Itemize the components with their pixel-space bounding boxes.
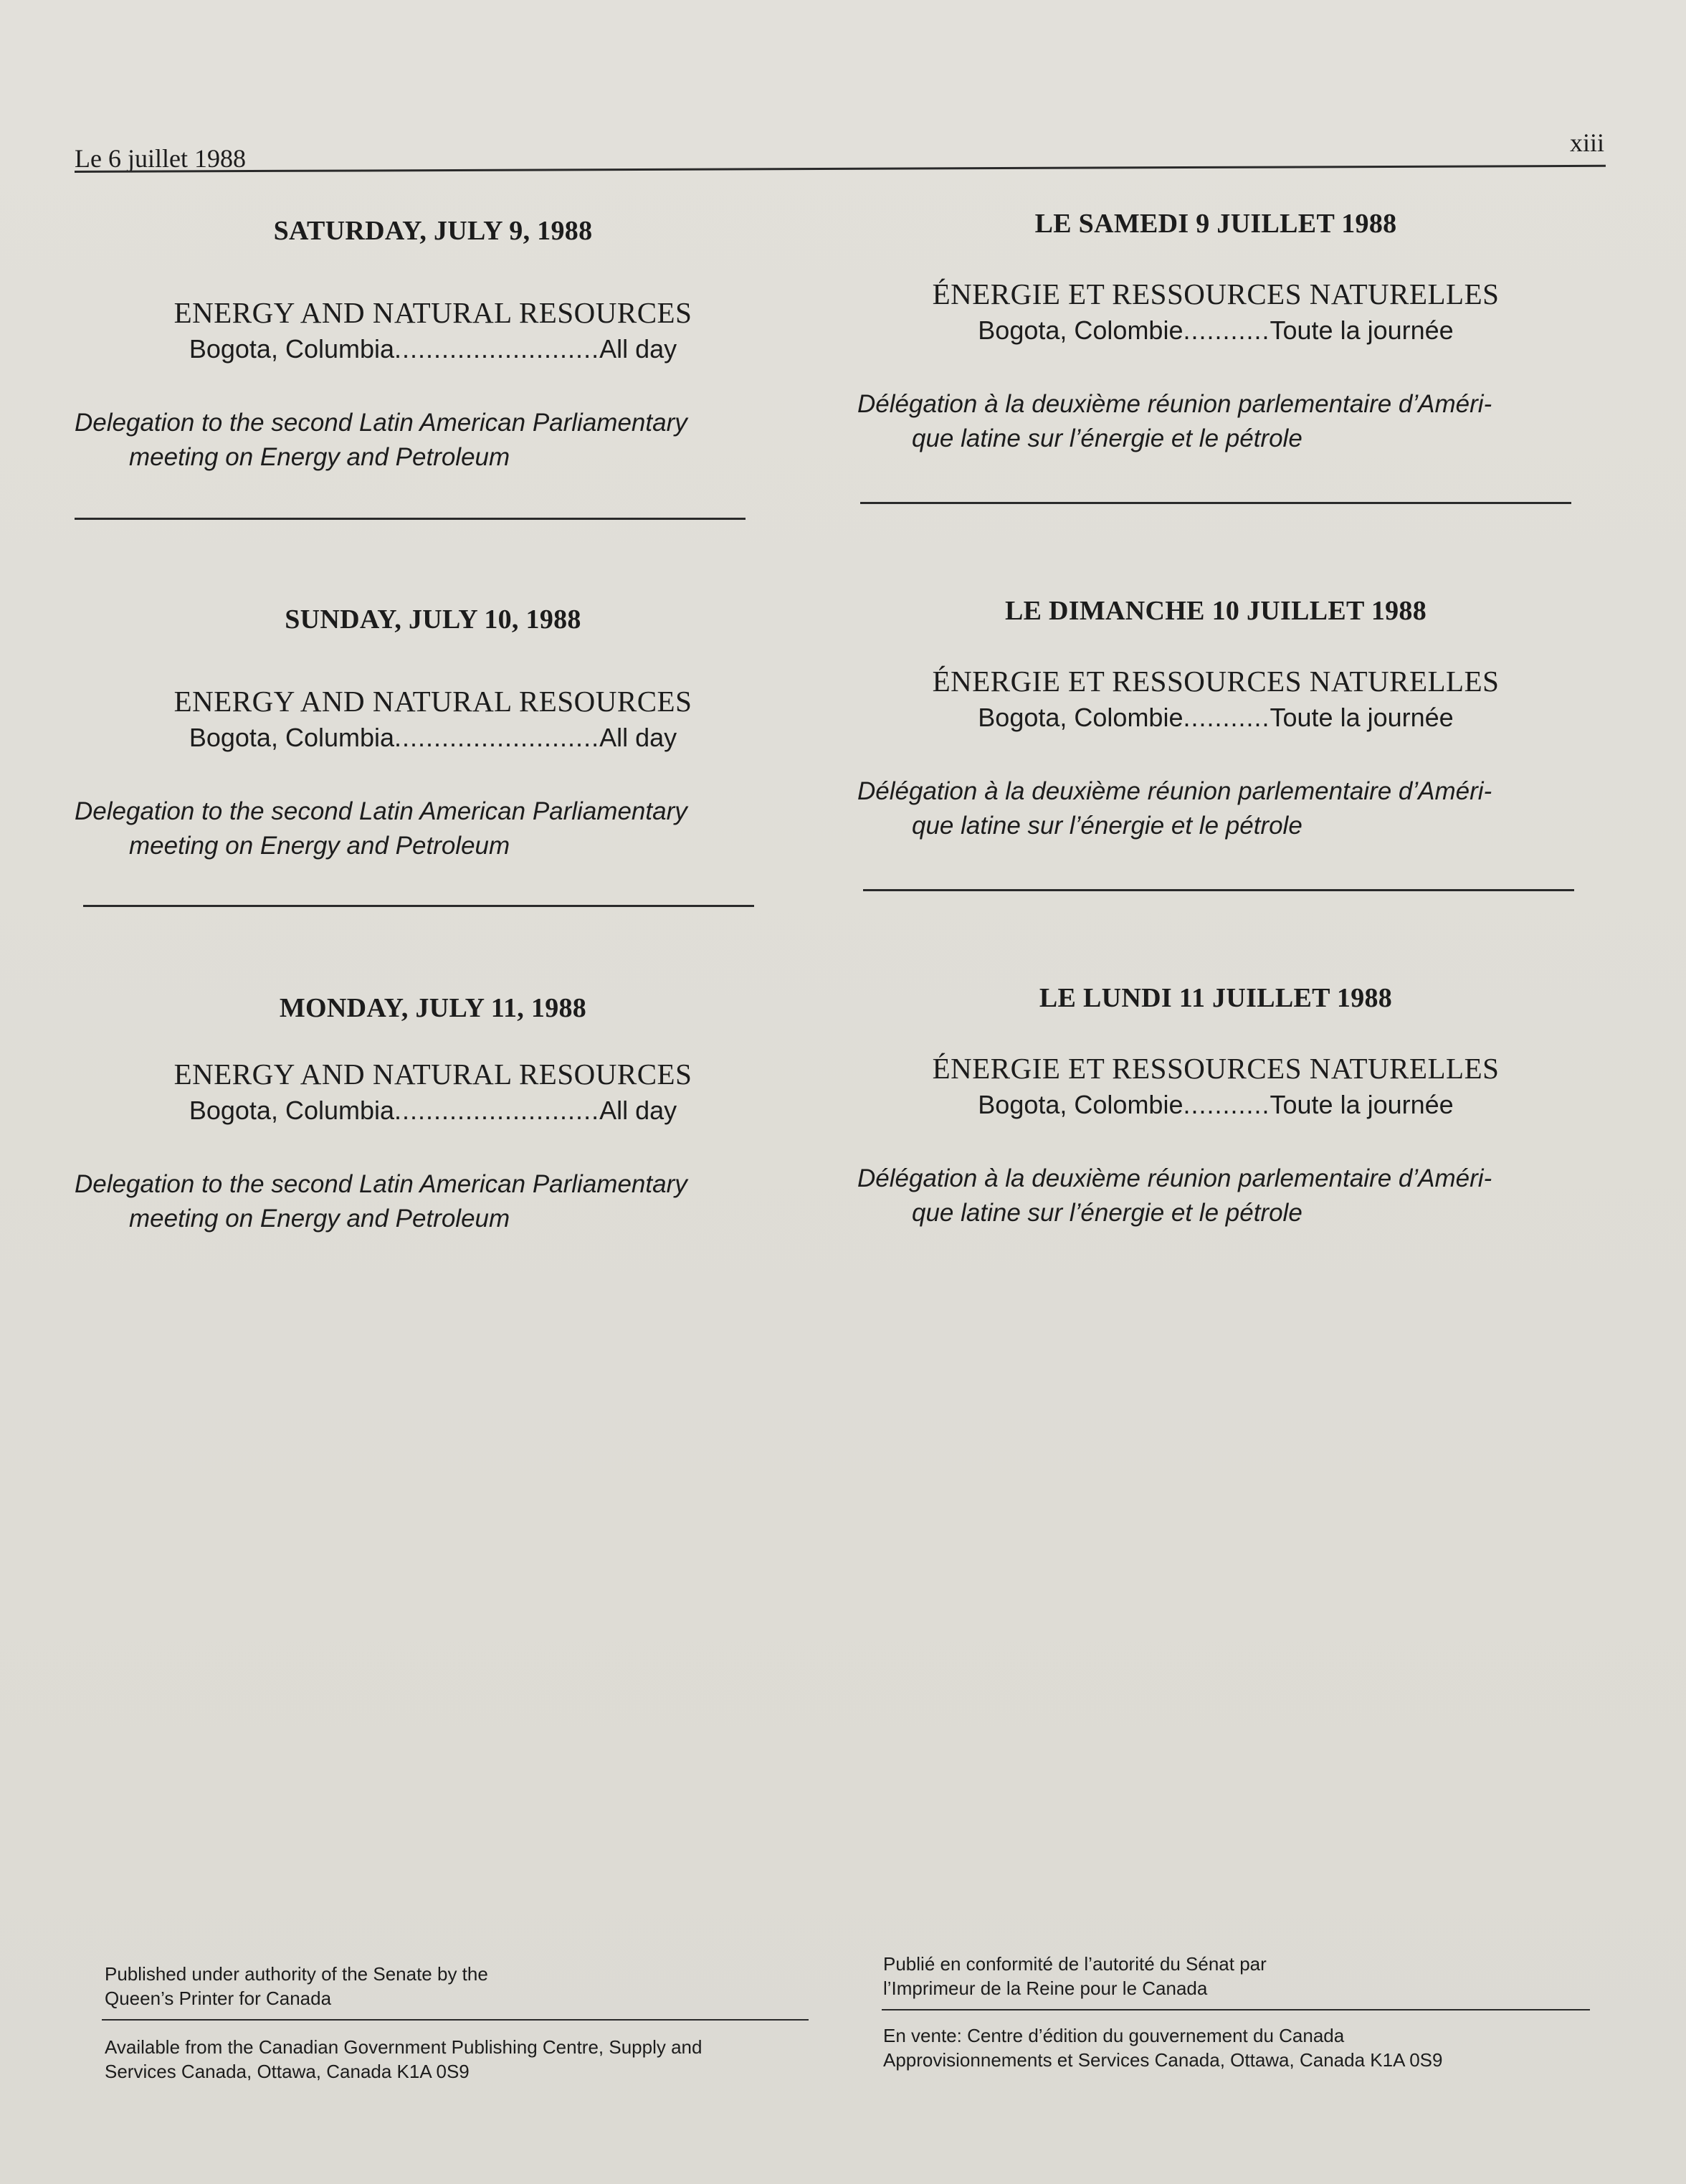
description-line-1: Délégation à la deuxième réunion parlementaire d’Améri- bbox=[857, 390, 1492, 418]
english-availability-note bbox=[105, 2035, 702, 2084]
description-line-2: meeting on Energy and Petroleum bbox=[129, 443, 510, 471]
section-divider bbox=[860, 502, 1571, 504]
entry-date: SUNDAY, JULY 10, 1988 bbox=[285, 604, 581, 635]
committee-name: ENERGY AND NATURAL RESOURCES bbox=[173, 1058, 692, 1091]
time-text: Toute la journée bbox=[1270, 703, 1454, 732]
entry-date: LE DIMANCHE 10 JUILLET 1988 bbox=[1004, 596, 1427, 626]
committee-name: ENERGY AND NATURAL RESOURCES bbox=[173, 685, 692, 718]
time-text: All day bbox=[599, 334, 677, 364]
schedule-entry-lundi bbox=[857, 982, 1574, 1230]
time-text: Toute la journée bbox=[1270, 315, 1454, 345]
description-line-2: que latine sur l’énergie et le pétrole bbox=[912, 1199, 1302, 1227]
location-line bbox=[75, 1096, 791, 1126]
leader-dots: ........... bbox=[1183, 1090, 1270, 1119]
committee-name: ÉNERGIE ET RESSOURCES NATURELLES bbox=[932, 665, 1500, 698]
schedule-entry-saturday bbox=[75, 215, 791, 475]
time-text: Toute la journée bbox=[1270, 1090, 1454, 1119]
entry-description bbox=[857, 1162, 1574, 1230]
committee-name: ÉNERGIE ET RESSOURCES NATURELLES bbox=[932, 277, 1500, 310]
english-publication-note bbox=[105, 1962, 488, 2010]
description-line-2: que latine sur l’énergie et le pétrole bbox=[912, 812, 1302, 840]
leader-dots: ........... bbox=[1183, 315, 1270, 345]
leader-dots: .......................... bbox=[394, 334, 600, 364]
entry-date: MONDAY, JULY 11, 1988 bbox=[279, 993, 587, 1023]
french-availability-note bbox=[883, 2023, 1442, 2072]
footer-line: Available from the Canadian Government Publishing Centre, Supply and bbox=[105, 2036, 702, 2058]
entry-description bbox=[857, 387, 1574, 456]
time-text: All day bbox=[599, 723, 677, 752]
description-line-1: Delegation to the second Latin American Parliamentary bbox=[75, 409, 687, 437]
leader-dots: .......................... bbox=[394, 723, 600, 752]
description-line-2: meeting on Energy and Petroleum bbox=[129, 1205, 510, 1233]
section-divider bbox=[83, 905, 754, 907]
committee-name: ENERGY AND NATURAL RESOURCES bbox=[173, 296, 692, 329]
section-divider bbox=[75, 518, 746, 520]
description-line-1: Délégation à la deuxième réunion parlementaire d’Améri- bbox=[857, 1164, 1492, 1192]
footer-line: Services Canada, Ottawa, Canada K1A 0S9 bbox=[105, 2061, 470, 2082]
footer-line: En vente: Centre d’édition du gouvernement du Canada bbox=[883, 2025, 1345, 2046]
location-line bbox=[75, 334, 791, 364]
time-text: All day bbox=[599, 1096, 677, 1125]
location-text: Bogota, Columbia bbox=[189, 723, 395, 752]
footer-divider bbox=[102, 2019, 809, 2021]
schedule-entry-samedi bbox=[857, 208, 1574, 456]
section-divider bbox=[863, 889, 1574, 891]
header-divider bbox=[75, 165, 1606, 173]
page-header-date: Le 6 juillet 1988 bbox=[75, 144, 246, 173]
footer-line: Queen’s Printer for Canada bbox=[105, 1988, 332, 2009]
location-text: Bogota, Colombie bbox=[978, 703, 1183, 732]
location-text: Bogota, Colombie bbox=[978, 315, 1183, 345]
french-publication-note bbox=[883, 1952, 1267, 2000]
location-text: Bogota, Columbia bbox=[189, 334, 395, 364]
footer-line: Approvisionnements et Services Canada, Ottawa, Canada K1A 0S9 bbox=[883, 2049, 1443, 2071]
schedule-entry-dimanche bbox=[857, 595, 1574, 843]
footer-line: Published under authority of the Senate by the bbox=[105, 1963, 488, 1985]
description-line-2: que latine sur l’énergie et le pétrole bbox=[912, 424, 1302, 452]
location-line bbox=[857, 315, 1574, 346]
description-line-1: Delegation to the second Latin American Parliamentary bbox=[75, 797, 687, 825]
entry-date: LE LUNDI 11 JUILLET 1988 bbox=[1039, 983, 1393, 1013]
entry-date: LE SAMEDI 9 JUILLET 1988 bbox=[1034, 209, 1397, 239]
description-line-2: meeting on Energy and Petroleum bbox=[129, 832, 510, 860]
committee-name: ÉNERGIE ET RESSOURCES NATURELLES bbox=[932, 1052, 1500, 1085]
location-line bbox=[857, 703, 1574, 733]
description-line-1: Délégation à la deuxième réunion parlementaire d’Améri- bbox=[857, 777, 1492, 805]
entry-description bbox=[75, 1167, 791, 1236]
location-line bbox=[857, 1090, 1574, 1120]
leader-dots: .......................... bbox=[394, 1096, 600, 1125]
schedule-entry-sunday bbox=[75, 604, 791, 863]
leader-dots: ........... bbox=[1183, 703, 1270, 732]
page-number: xiii bbox=[1569, 128, 1604, 157]
entry-date: SATURDAY, JULY 9, 1988 bbox=[273, 216, 593, 246]
schedule-entry-monday bbox=[75, 992, 791, 1236]
footer-line: Publié en conformité de l’autorité du Sénat par bbox=[883, 1953, 1267, 1975]
footer-line: l’Imprimeur de la Reine pour le Canada bbox=[883, 1978, 1208, 1999]
location-line bbox=[75, 723, 791, 753]
location-text: Bogota, Columbia bbox=[189, 1096, 395, 1125]
entry-description bbox=[857, 774, 1574, 843]
footer-divider bbox=[882, 2009, 1590, 2010]
entry-description bbox=[75, 406, 791, 475]
entry-description bbox=[75, 794, 791, 863]
location-text: Bogota, Colombie bbox=[978, 1090, 1183, 1119]
description-line-1: Delegation to the second Latin American Parliamentary bbox=[75, 1170, 687, 1198]
